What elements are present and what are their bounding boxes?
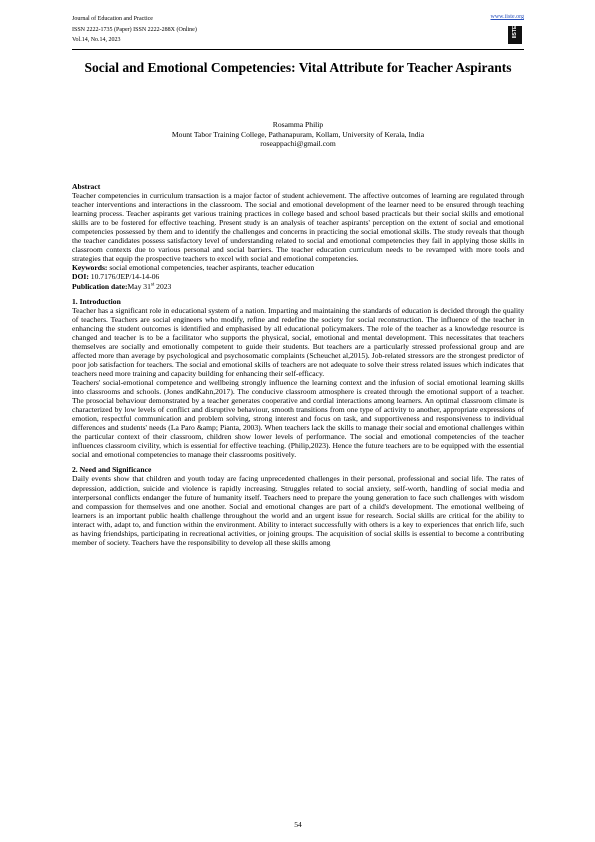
keywords-value: social emotional competencies, teacher aspirants, teacher education: [107, 263, 315, 273]
keywords-line: [72, 263, 524, 272]
author-name: Rosamma Philip: [272, 120, 324, 129]
paper-title: Social and Emotional Competencies: Vital Attribute for Teacher Aspirants: [84, 60, 512, 75]
author-affiliation: Mount Tabor Training College, Pathanapuram, Kollam, University of Kerala, India: [171, 129, 425, 139]
pubdate-label: Publication date:: [72, 281, 128, 291]
pubdate-year: 2023: [154, 281, 172, 291]
intro-paragraph-1: Teacher has a significant role in educational system of a nation. Imparting and maintaining the standards of education is decided through the quality of teachers. Teachers are social engineers who modify, refine and redefine the society for social reconstruction. The influence of the teacher in enhancing the student outcomes is identified and emphasised by all educational policymakers. The role of the teacher as a knowledge resource is changed and teacher is to be a facilitator who supports the physical, social, emotional and mental development. This necessitates that teachers themselves are socially and emotionally competent to guide their students. But teachers are a particularly stressed professional group and are affected more than average by psychological and psychosomatic complaints (Scheuchet al,2015). Job-related stressors are the strongest predictor of poor job satisfaction for teachers. The social and emotional skills of teachers are not adequate to solve their stress related issues which indicates that teachers need more training and capacity building for enhancing their self-efficacy.: [72, 305, 524, 378]
section-heading-introduction: 1. Introduction: [72, 296, 121, 306]
header-divider: [72, 49, 524, 50]
abstract-heading: Abstract: [72, 182, 101, 191]
journal-issn: ISSN 2222-1735 (Paper) ISSN 2222-288X (Online): [72, 26, 197, 33]
doi-label: DOI:: [72, 272, 89, 282]
need-paragraph-1: Daily events show that children and youth today are facing unprecedented challenges in their personal, professional and social life. The rates of depression, addiction, suicide and violence is rapidly increasing. Struggles related to social anxiety, self-worth, handling of social media and interpersonal conflicts endanger the future of humanity itself. Teachers need to prepare the young generation to face such challenges with wisdom and compassion for themselves and one another. Social and emotional changes are part of a child's development. The emotional wellbeing of learners is an important public health challenge throughout the world and an urgent issue for research. Social skills are critical for the ability to interact with, adapt to, and function within the environment. Ability to interact successfully with others is a key to experiences that enrich life, such as having friendships, participating in recreational activities, or joining groups. The acquisition of social skills is essential to become a contributing member of society. Teachers have the responsibility to develop all these skills among: [72, 474, 524, 547]
abstract-text: Teacher competencies in curriculum transaction is a major factor of student achievement. The affective outcomes of learning are regulated through teacher interventions and interactions in the classroom. The social and emotional development of the learner need to be ensured through teaching learning process. Teacher aspirants get various training practices in college based and school based practicals but their social skills and emotional skills are to be fostered for effective teaching. Present study is an analysis of teacher aspirants' perception on the extent of social and emotional competencies possessed by them and to identify the challenges and concerns in practicing the social emotional skills. The study reveals that though the teacher candidates possess satisfactory level of understanding related to social and emotional competencies they fail in applying those skills in classroom contexts due to various personal and social barriers. The teacher education curriculum needs to be revamped with more tools and strategies that equip the prospective teachers to excel with social and emotional competencies.: [72, 191, 524, 264]
logo-text: IISTE: [512, 25, 518, 39]
pubdate-value: May 31: [127, 281, 151, 291]
section-heading-need: 2. Need and Significance: [72, 465, 152, 475]
pubdate-line: [72, 282, 524, 291]
journal-name: Journal of Education and Practice: [72, 16, 153, 22]
doi-value: 10.7176/JEP/14-14-06: [88, 272, 160, 282]
paper-body: [72, 182, 524, 547]
doi-line: [72, 272, 524, 281]
author-block: [72, 120, 524, 149]
journal-url-link[interactable]: www.iiste.org: [490, 14, 524, 20]
journal-volume: Vol.14, No.14, 2023: [72, 37, 121, 43]
iiste-logo: [508, 26, 522, 44]
intro-paragraph-2: Teachers' social-emotional competence and wellbeing strongly influence the learning context and the infusion of social emotional learning skills into classrooms and schools. (Jones andKahn,2017). The conducive classroom atmosphere is created through the emotional support of a teacher. The prosocial behaviour demonstrated by a teacher generates cooperative and cordial interactions among learners. An optimal classroom climate is characterized by low levels of conflict and disruptive behaviour, smooth transitions from one type of activity to another, appropriate expressions of emotion, respectful communication and problem solving, strong interest and focus on task, and supportiveness and responsiveness to individual differences and students' needs (La Paro &amp; Pianta, 2003). When teachers lack the skills to manage their social and emotional challenges within the particular context of their classroom, children show lower levels of performance. The social and emotional competencies of the teacher influences classroom civility, which is essential for effective teaching. (Philip,2023). Hence the future teachers are to be equipped with the essential social and emotional competencies to manage their classrooms positively.: [72, 377, 524, 460]
page-number: 54: [294, 820, 302, 829]
keywords-label: Keywords:: [72, 263, 108, 273]
pubdate-sup: st: [150, 281, 155, 287]
author-email: roseappachi@gmail.com: [260, 139, 336, 149]
